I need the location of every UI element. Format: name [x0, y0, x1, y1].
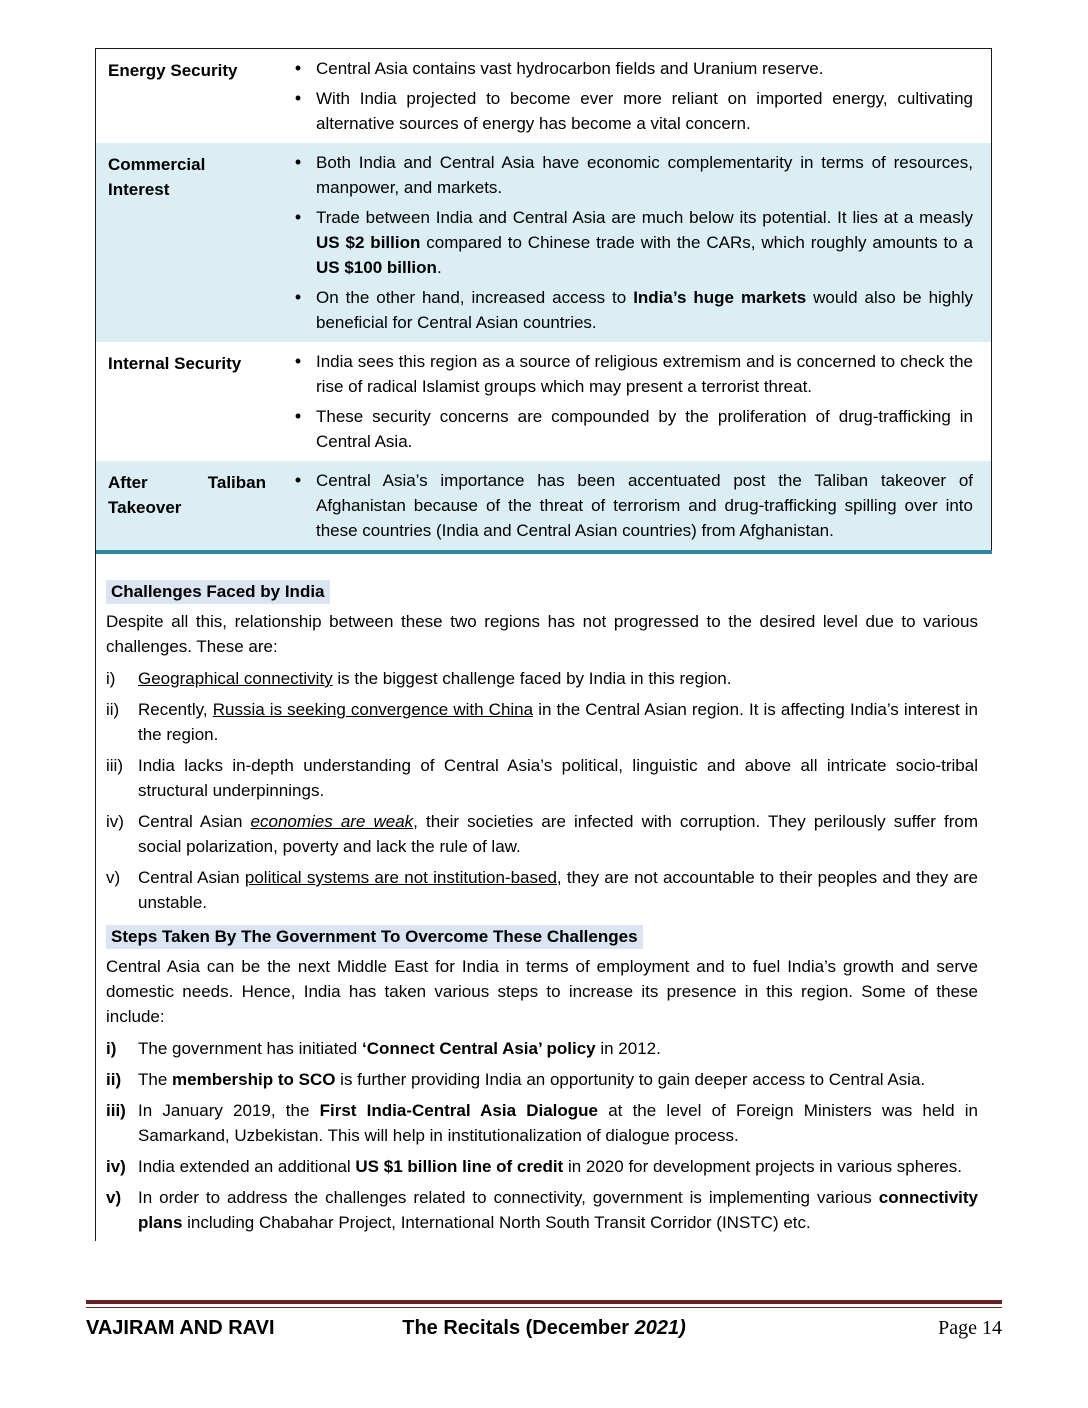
list-item-marker: iii) — [106, 756, 123, 775]
section-list — [106, 666, 978, 915]
text-segment: Recently, — [138, 700, 213, 719]
numbered-list-item — [106, 753, 978, 803]
text-segment: Central Asia contains vast hydrocarbon fields and Uranium reserve. — [316, 59, 824, 78]
bullet-icon: • — [294, 287, 302, 307]
row-content — [280, 49, 992, 144]
text-segment: US $1 billion line of credit — [355, 1157, 564, 1176]
row-label: Commercial Interest — [108, 155, 206, 199]
text-segment: India sees this region as a source of religious extremism and is concerned to check the rise of radical Islamist groups which may present a terrorist threat. — [316, 352, 973, 396]
footer-brand: VAJIRAM AND RAVI — [86, 1317, 275, 1339]
text-segment: Central Asia can be the next Middle East for India in terms of employment and to fuel India’s growth and serve domestic needs. Hence, India has taken various steps to increase its presence in this region. Some of these include: — [106, 957, 978, 1026]
bullet-item — [280, 349, 973, 399]
list-item-marker: v) — [106, 868, 121, 887]
text-segment: , they are not accountable to their peoples and they are unstable. — [138, 868, 978, 912]
text-segment: Central Asian — [138, 812, 251, 831]
bullet-item — [280, 205, 973, 280]
page-content — [95, 48, 992, 1241]
table-row — [96, 342, 992, 461]
row-content — [280, 461, 992, 552]
bullet-text — [316, 56, 973, 81]
row-content — [280, 342, 992, 461]
numbered-list-item — [106, 809, 978, 859]
text-segment: at the level of Foreign Ministers was held in Samarkand, Uzbekistan. This will help in institutionalization of dialogue process. — [138, 1101, 978, 1145]
list-item-text — [138, 1185, 978, 1235]
list-item-marker: iv) — [106, 812, 124, 831]
section — [106, 580, 978, 915]
text-segment: political systems are not institution-based — [244, 868, 557, 887]
interests-table-body — [96, 49, 992, 553]
section-intro — [106, 954, 978, 1029]
text-segment: ‘Connect Central Asia’ policy — [361, 1039, 596, 1058]
list-item-marker: i) — [106, 1039, 117, 1058]
numbered-list-item — [106, 1067, 978, 1092]
table-row — [96, 143, 992, 342]
footer-divider — [86, 1300, 1002, 1308]
text-segment: Geographical connectivity — [138, 669, 333, 688]
text-segment: The government has initiated — [138, 1039, 362, 1058]
footer-page-number: Page 14 — [938, 1317, 1002, 1339]
list-item-marker: iii) — [106, 1101, 126, 1120]
bullet-icon: • — [294, 406, 302, 426]
text-segment: Despite all this, relationship between these two regions has not progressed to the desired level due to various challenges. These are: — [106, 612, 978, 656]
text-segment: in 2012. — [595, 1039, 661, 1058]
text-segment: With India projected to become ever more reliant on imported energy, cultivating alternative sources of energy has become a vital concern. — [316, 89, 973, 133]
text-segment: including Chabahar Project, International North South Transit Corridor (INSTC) etc. — [182, 1213, 811, 1232]
text-segment: On the other hand, increased access to — [316, 288, 634, 307]
text-segment: membership to SCO — [172, 1070, 336, 1089]
text-segment: These security concerns are compounded by the proliferation of drug-trafficking in Central Asia. — [316, 407, 973, 451]
bullet-icon: • — [294, 152, 302, 172]
bullet-item — [280, 150, 973, 200]
text-segment: in 2020 for development projects in various spheres. — [563, 1157, 962, 1176]
text-segment: US $100 billion — [316, 258, 437, 277]
page-footer — [86, 1300, 1002, 1340]
section-heading: Challenges Faced by India — [106, 580, 330, 604]
bullet-icon: • — [294, 58, 302, 78]
list-item-marker: v) — [106, 1188, 122, 1207]
bullet-text — [316, 86, 973, 136]
row-label: Energy Security — [108, 61, 238, 80]
list-item-text — [138, 1154, 978, 1179]
list-item-marker: i) — [106, 669, 116, 688]
bullet-text — [316, 150, 973, 200]
text-segment: is the biggest challenge faced by India in this region. — [332, 669, 732, 688]
section-list — [106, 1036, 978, 1235]
text-segment: Central Asia’s importance has been accentuated post the Taliban takeover of Afghanistan because of the threat of terrorism and drug-trafficking spilling over into these countries (India and Central Asian countries) from Afghanistan. — [316, 471, 973, 540]
list-item-text — [138, 809, 978, 859]
text-segment: In order to address the challenges related to connectivity, government is implementing various — [138, 1188, 879, 1207]
bullet-icon: • — [294, 207, 302, 227]
list-item-text — [138, 1067, 978, 1092]
text-segment: connectivity plans — [138, 1188, 978, 1232]
text-segment: First India-Central Asia Dialogue — [319, 1101, 599, 1120]
text-segment: is further providing India an opportunity to gain deeper access to Central Asia. — [335, 1070, 926, 1089]
list-item-text — [138, 697, 978, 747]
text-segment: India’s huge markets — [633, 288, 807, 307]
bullet-icon: • — [294, 351, 302, 371]
text-segment: Russia is seeking convergence with China — [212, 700, 534, 719]
bullet-icon: • — [294, 470, 302, 490]
bullet-item — [280, 468, 973, 543]
text-segment: , their societies are infected with corruption. They perilously suffer from social polarization, poverty and lack the rule of law. — [138, 812, 978, 856]
numbered-list-item — [106, 1098, 978, 1148]
section — [106, 925, 978, 1235]
row-content — [280, 143, 992, 342]
text-segment: US $2 billion — [316, 233, 421, 252]
numbered-list-item — [106, 1185, 978, 1235]
text-segment: Central Asian — [138, 868, 245, 887]
list-item-marker: ii) — [106, 700, 120, 719]
text-segment: India lacks in-depth understanding of Central Asia’s political, linguistic and above all intricate socio-tribal structural underpinnings. — [138, 756, 978, 800]
bullet-item — [280, 86, 973, 136]
list-item-text — [138, 666, 978, 691]
section-intro — [106, 609, 978, 659]
numbered-list-item — [106, 1036, 978, 1061]
sections-container — [96, 580, 992, 1235]
section-heading: Steps Taken By The Government To Overcome These Challenges — [106, 925, 643, 949]
numbered-list-item — [106, 697, 978, 747]
list-item-marker: ii) — [106, 1070, 122, 1089]
bullet-text — [316, 404, 973, 454]
text-segment: would also be highly beneficial for Central Asian countries. — [316, 288, 974, 332]
list-item-text — [138, 1036, 978, 1061]
bullet-text — [316, 285, 973, 335]
bullet-text — [316, 349, 973, 399]
table-row — [96, 49, 992, 144]
footer-title — [372, 1317, 716, 1340]
list-item-text — [138, 1098, 978, 1148]
numbered-list-item — [106, 865, 978, 915]
interests-table — [96, 48, 992, 554]
text-segment: The Recitals (December — [402, 1317, 635, 1339]
text-segment: In January 2019, the — [138, 1101, 320, 1120]
text-segment: . — [436, 258, 442, 277]
footer-row — [86, 1317, 1002, 1340]
list-item-text — [138, 865, 978, 915]
text-segment: India extended an additional — [138, 1157, 356, 1176]
row-label: After Taliban Takeover — [108, 473, 266, 517]
bullet-item — [280, 404, 973, 454]
list-item-marker: iv) — [106, 1157, 126, 1176]
bullet-item — [280, 56, 973, 81]
numbered-list-item — [106, 1154, 978, 1179]
text-segment: The — [138, 1070, 173, 1089]
text-segment: economies are weak — [250, 812, 414, 831]
table-row — [96, 461, 992, 552]
text-segment: compared to Chinese trade with the CARs, which roughly amounts to a — [420, 233, 973, 252]
text-segment: Trade between India and Central Asia are much below its potential. It lies at a measly — [316, 208, 973, 227]
bullet-text — [316, 205, 973, 280]
text-segment: 2021) — [634, 1317, 686, 1339]
text-segment: Both India and Central Asia have economic complementarity in terms of resources, manpower, and markets. — [316, 153, 973, 197]
text-segment: in the Central Asian region. It is affecting India’s interest in the region. — [138, 700, 979, 744]
numbered-list-item — [106, 666, 978, 691]
bullet-item — [280, 285, 973, 335]
bullet-icon: • — [294, 88, 302, 108]
row-label: Internal Security — [108, 354, 242, 373]
bullet-text — [316, 468, 973, 543]
list-item-text — [138, 753, 978, 803]
